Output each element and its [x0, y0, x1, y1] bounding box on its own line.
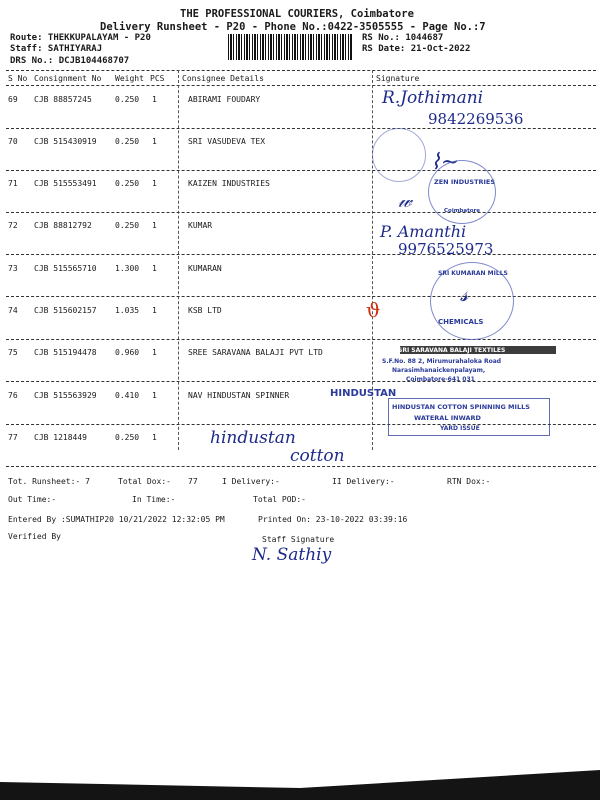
col-sno: S No — [8, 74, 28, 83]
row-weight: 0.250 — [115, 433, 140, 442]
chemicals-text: CHEMICALS — [438, 318, 484, 326]
company-title: THE PROFESSIONAL COURIERS, Coimbatore — [180, 8, 414, 20]
col-pcs: PCS — [150, 74, 165, 83]
printed-on: Printed On: 23-10-2022 03:39:16 — [258, 515, 408, 524]
header-rule-top — [6, 70, 596, 71]
rs-date: RS Date: 21-Oct-2022 — [362, 44, 471, 54]
red-tick-mark: ϑ — [366, 298, 381, 322]
header-rule-bottom — [6, 85, 596, 86]
hindustan-stamp-line1: HINDUSTAN COTTON SPINNING MILLS — [392, 403, 530, 411]
row-weight: 0.250 — [115, 221, 140, 230]
signature-row-70: ⌇~ — [430, 150, 460, 175]
hindustan-stamp-line3: YARD ISSUE — [440, 425, 480, 432]
row-weight: 1.035 — [115, 306, 140, 315]
row-sno: 69 — [8, 95, 18, 104]
row-consignee: NAV HINDUSTAN SPINNER — [188, 391, 290, 400]
row-consignee: KAIZEN INDUSTRIES — [188, 179, 270, 188]
row-divider — [6, 212, 596, 213]
row-weight: 0.250 — [115, 95, 140, 104]
verified-by: Verified By — [8, 532, 61, 541]
row-weight: 1.300 — [115, 264, 140, 273]
i-delivery: I Delivery:- — [222, 477, 280, 486]
sri-kumaran-text: SRI KUMARAN MILLS — [438, 270, 508, 277]
drs-label: DRS No.: DCJB104468707 — [10, 56, 130, 66]
row-consignee: KUMARAN — [188, 264, 222, 273]
phone-row-72: 9976525973 — [398, 240, 494, 258]
column-divider — [178, 70, 179, 450]
row-divider — [6, 128, 596, 129]
row-sno: 73 — [8, 264, 18, 273]
row-weight: 0.960 — [115, 348, 140, 357]
saravana-stamp-line1: SRI SARAVANA BALAJI TEXTILES — [398, 347, 506, 354]
total-dox-value: 77 — [188, 477, 198, 486]
row-consignee: ABIRAMI FOUDARY — [188, 95, 261, 104]
row-sno: 77 — [8, 433, 18, 442]
total-pod: Total POD:- — [253, 495, 306, 504]
row-divider — [6, 170, 596, 171]
runsheet-subtitle: Delivery Runsheet - P20 - Phone No.:0422-3505555 - Page No.:7 — [100, 21, 486, 33]
total-dox-label: Total Dox:- — [118, 477, 171, 486]
row-divider — [6, 339, 596, 340]
row-pcs: 1 — [152, 391, 157, 400]
rs-number: RS No.: 1044687 — [362, 33, 444, 43]
row-sno: 70 — [8, 137, 18, 146]
saravana-stamp-line3: Narasimhanaickenpalayam, — [392, 367, 486, 374]
hindustan-stamp-line2: WATERAL INWARD — [414, 414, 481, 422]
row-weight: 0.250 — [115, 179, 140, 188]
col-weight: Weight — [115, 74, 144, 83]
row-consignment: CJB 515563929 — [34, 391, 97, 400]
row-sno: 71 — [8, 179, 18, 188]
signature-row-71: 𝓌 — [398, 188, 412, 212]
col-consignee: Consignee Details — [182, 74, 264, 83]
row-consignee: KUMAR — [188, 221, 213, 230]
row-consignment: CJB 515565710 — [34, 264, 97, 273]
table-rule-bottom — [6, 466, 596, 467]
row-consignment: CJB 515602157 — [34, 306, 97, 315]
total-runsheet: Tot. Runsheet:- 7 — [8, 477, 90, 486]
row-consignment: CJB 515430919 — [34, 137, 97, 146]
row-sno: 75 — [8, 348, 18, 357]
row-weight: 0.410 — [115, 391, 140, 400]
saravana-stamp-line2: S.F.No. 88 2, Mirumurahaloka Road — [382, 358, 502, 365]
row-divider — [6, 381, 596, 382]
row-sno: 72 — [8, 221, 18, 230]
row-pcs: 1 — [152, 221, 157, 230]
row-divider — [6, 254, 596, 255]
hindustan-side-stamp: HINDUSTAN — [330, 388, 397, 399]
entered-by: Entered By :SUMATHIP20 10/21/2022 12:32:05 PM — [8, 515, 225, 524]
row-consignment: CJB 1218449 — [34, 433, 87, 442]
row-pcs: 1 — [152, 348, 157, 357]
signature-row-72: P. Amanthi — [380, 222, 467, 241]
zen-stamp-city: Coimbatore — [444, 208, 480, 214]
zen-stamp-text: ZEN INDUSTRIES — [434, 178, 496, 186]
row-consignment: CJB 515194478 — [34, 348, 97, 357]
row-consignment: CJB 88857245 — [34, 95, 92, 104]
staff-signature-label: Staff Signature — [262, 535, 335, 544]
phone-row-69: 9842269536 — [428, 110, 524, 128]
staff-signature: N. Sathiy — [252, 545, 332, 565]
row-sno: 76 — [8, 391, 18, 400]
saravana-stamp-line4: Coimbatore-641 031 — [406, 376, 475, 383]
faint-round-stamp — [372, 128, 426, 182]
row-consignee: SREE SARAVANA BALAJI PVT LTD — [188, 348, 323, 357]
row-pcs: 1 — [152, 433, 157, 442]
row-consignment: CJB 515553491 — [34, 179, 97, 188]
barcode — [228, 34, 352, 60]
row-consignee: KSB LTD — [188, 306, 222, 315]
handwriting-row-77-line2: cotton — [290, 446, 345, 466]
row-pcs: 1 — [152, 179, 157, 188]
zen-industries-stamp — [428, 160, 496, 224]
handwriting-row-77-line1: hindustan — [210, 428, 296, 448]
row-sno: 74 — [8, 306, 18, 315]
route-label: Route: THEKKUPALAYAM - P20 — [10, 33, 151, 43]
rtn-dox: RTN Dox:- — [447, 477, 491, 486]
row-pcs: 1 — [152, 137, 157, 146]
row-pcs: 1 — [152, 306, 157, 315]
col-consignment: Consignment No — [34, 74, 102, 83]
row-weight: 0.250 — [115, 137, 140, 146]
staff-label: Staff: SATHIYARAJ — [10, 44, 103, 54]
signature-row-69: R.Jothimani — [382, 88, 484, 108]
in-time: In Time:- — [132, 495, 176, 504]
row-pcs: 1 — [152, 95, 157, 104]
row-consignment: CJB 88812792 — [34, 221, 92, 230]
ii-delivery: II Delivery:- — [332, 477, 395, 486]
scan-shadow — [0, 700, 600, 800]
row-pcs: 1 — [152, 264, 157, 273]
signature-row-73: 𝓈 — [460, 282, 469, 307]
out-time: Out Time:- — [8, 495, 57, 504]
row-consignee: SRI VASUDEVA TEX — [188, 137, 266, 146]
col-signature: Signature — [376, 74, 420, 83]
